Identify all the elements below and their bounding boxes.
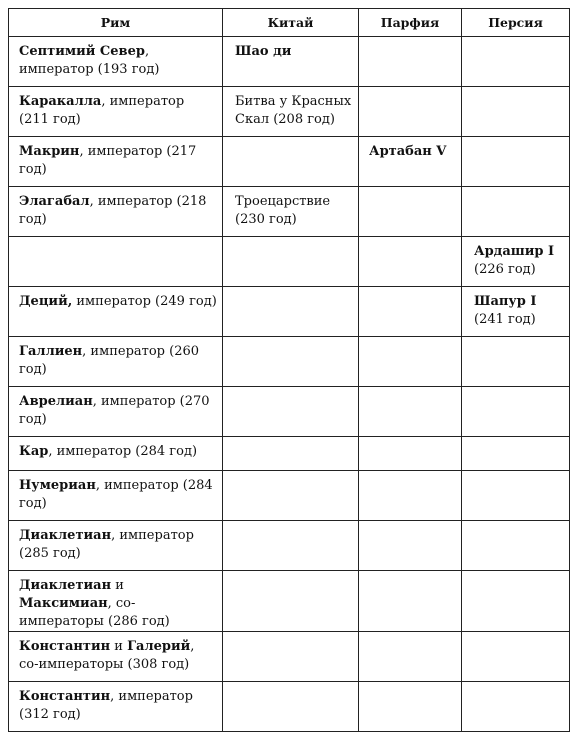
cell-text [19,337,217,379]
header-rome: Рим [9,9,223,37]
cell-text [369,287,456,293]
cell-china [223,571,359,632]
cell-text [474,37,564,43]
table-row [9,437,570,471]
table-row [9,337,570,387]
name-text: Галерий [127,639,191,654]
cell-parthia [359,632,462,682]
cell-text [369,387,456,393]
cell-text [474,521,564,527]
cell-text [19,437,217,461]
cell-persia [462,237,570,287]
name-text: Галлиен [19,344,83,359]
cell-text [19,87,217,129]
cell-parthia [359,37,462,87]
cell-persia [462,87,570,137]
cell-text [369,682,456,688]
cell-china [223,137,359,187]
table-row [9,387,570,437]
detail-text: , император (284 год) [48,444,198,459]
cell-china [223,187,359,237]
header-parthia: Парфия [359,9,462,37]
table-row [9,137,570,187]
cell-text [474,87,564,93]
cell-parthia [359,237,462,287]
table-row [9,87,570,137]
table-row [9,187,570,237]
cell-china [223,237,359,287]
cell-parthia [359,437,462,471]
cell-china [223,287,359,337]
cell-text [369,632,456,638]
cell-china [223,682,359,732]
table-row [9,632,570,682]
cell-rome [9,37,223,87]
name-text: Элагабал [19,194,90,209]
cell-text [369,471,456,477]
cell-china [223,632,359,682]
table-header [9,9,570,37]
cell-text [474,632,564,638]
detail-text: , император (218 год) [19,194,207,227]
name-text: Аврелиан [19,394,93,409]
detail-text: , император (312 год) [19,689,193,722]
name-text: Деций, [19,294,73,309]
cell-persia [462,337,570,387]
name-text: Каракалла [19,94,102,109]
cell-china [223,471,359,521]
chronology-table-container [8,8,570,732]
cell-text [235,387,353,393]
detail-text: , император (193 год) [19,44,160,77]
cell-china [223,437,359,471]
cell-rome [9,632,223,682]
cell-parthia [359,521,462,571]
cell-persia [462,571,570,632]
name-text: Ардашир I [474,244,555,259]
detail-text: Битва у Красных Скал (208 год) [235,94,352,127]
cell-parthia [359,571,462,632]
cell-persia [462,387,570,437]
cell-text [474,437,564,443]
cell-text [369,137,456,161]
name-text: Артабан V [369,144,447,159]
name-text: Максимиан [19,596,108,611]
cell-text [369,337,456,343]
detail-text: , император (270 год) [19,394,210,427]
cell-text [235,187,353,229]
detail-text: , император (217 год) [19,144,197,177]
name-text: Шапур I [474,294,537,309]
cell-parthia [359,471,462,521]
cell-text [369,237,456,243]
cell-text [19,237,217,243]
cell-persia [462,471,570,521]
cell-text [19,187,217,229]
cell-text [474,287,564,329]
name-text: Септимий Север [19,44,145,59]
detail-text: (241 год) [474,312,536,327]
cell-text [474,337,564,343]
cell-text [19,571,217,631]
cell-text [474,137,564,143]
table-row [9,571,570,632]
cell-text [474,571,564,577]
cell-text [235,571,353,577]
cell-text [235,37,353,61]
detail-text: император (249 год) [72,294,217,309]
name-text: Константин [19,639,111,654]
cell-parthia [359,187,462,237]
cell-text [369,37,456,43]
cell-rome [9,521,223,571]
name-text: Диаклетиан [19,578,112,593]
chronology-table [8,8,570,732]
cell-parthia [359,137,462,187]
cell-rome [9,337,223,387]
cell-text [369,521,456,527]
cell-text [235,337,353,343]
cell-rome [9,137,223,187]
cell-china [223,521,359,571]
cell-text [235,682,353,688]
name-text: Константин [19,689,111,704]
header-persia: Персия [462,9,570,37]
cell-rome [9,87,223,137]
detail-text: Троецарствие (230 год) [235,194,331,227]
cell-text [369,87,456,93]
cell-text [235,237,353,243]
cell-text [369,571,456,577]
table-row [9,287,570,337]
table-row [9,682,570,732]
table-body [9,37,570,732]
cell-text [19,471,217,513]
header-china: Китай [223,9,359,37]
cell-persia [462,682,570,732]
cell-rome [9,287,223,337]
cell-text [19,387,217,429]
cell-rome [9,471,223,521]
cell-persia [462,187,570,237]
cell-text [235,632,353,638]
table-row [9,521,570,571]
cell-persia [462,437,570,471]
cell-text [19,521,217,563]
cell-persia [462,37,570,87]
cell-parthia [359,87,462,137]
detail-text: , император (284 год) [19,478,213,511]
cell-rome [9,437,223,471]
detail-text: , со-императоры (286 год) [19,596,170,629]
cell-china [223,37,359,87]
cell-parthia [359,287,462,337]
cell-text [235,437,353,443]
detail-text: и [110,639,128,654]
name-text: Макрин [19,144,80,159]
cell-parthia [359,387,462,437]
cell-text [19,137,217,179]
cell-china [223,337,359,387]
cell-text [474,237,564,279]
cell-text [235,287,353,293]
cell-rome [9,682,223,732]
cell-text [369,437,456,443]
cell-persia [462,632,570,682]
name-text: Нумериан [19,478,96,493]
cell-parthia [359,682,462,732]
cell-text [19,287,217,311]
cell-text [19,632,217,674]
detail-text: , император (285 год) [19,528,194,561]
cell-text [474,187,564,193]
cell-text [235,137,353,143]
cell-parthia [359,337,462,387]
cell-text [235,521,353,527]
cell-china [223,387,359,437]
cell-text [474,387,564,393]
table-row [9,237,570,287]
cell-text [19,37,217,79]
cell-china [223,87,359,137]
detail-text: , император (260 год) [19,344,200,377]
cell-rome [9,237,223,287]
cell-persia [462,521,570,571]
table-row [9,37,570,87]
cell-text [474,682,564,688]
header-row [9,9,570,37]
cell-rome [9,571,223,632]
detail-text: , император (211 год) [19,94,185,127]
cell-text [235,471,353,477]
cell-text [19,682,217,724]
name-text: Кар [19,444,49,459]
table-row [9,471,570,521]
detail-text: , со-императоры (308 год) [19,639,195,672]
cell-persia [462,287,570,337]
cell-rome [9,387,223,437]
cell-text [474,471,564,477]
detail-text: (226 год) [474,262,536,277]
name-text: Шао ди [235,44,292,59]
name-text: Диаклетиан [19,528,112,543]
cell-rome [9,187,223,237]
cell-text [369,187,456,193]
detail-text: и [111,578,124,593]
cell-text [235,87,353,129]
cell-persia [462,137,570,187]
